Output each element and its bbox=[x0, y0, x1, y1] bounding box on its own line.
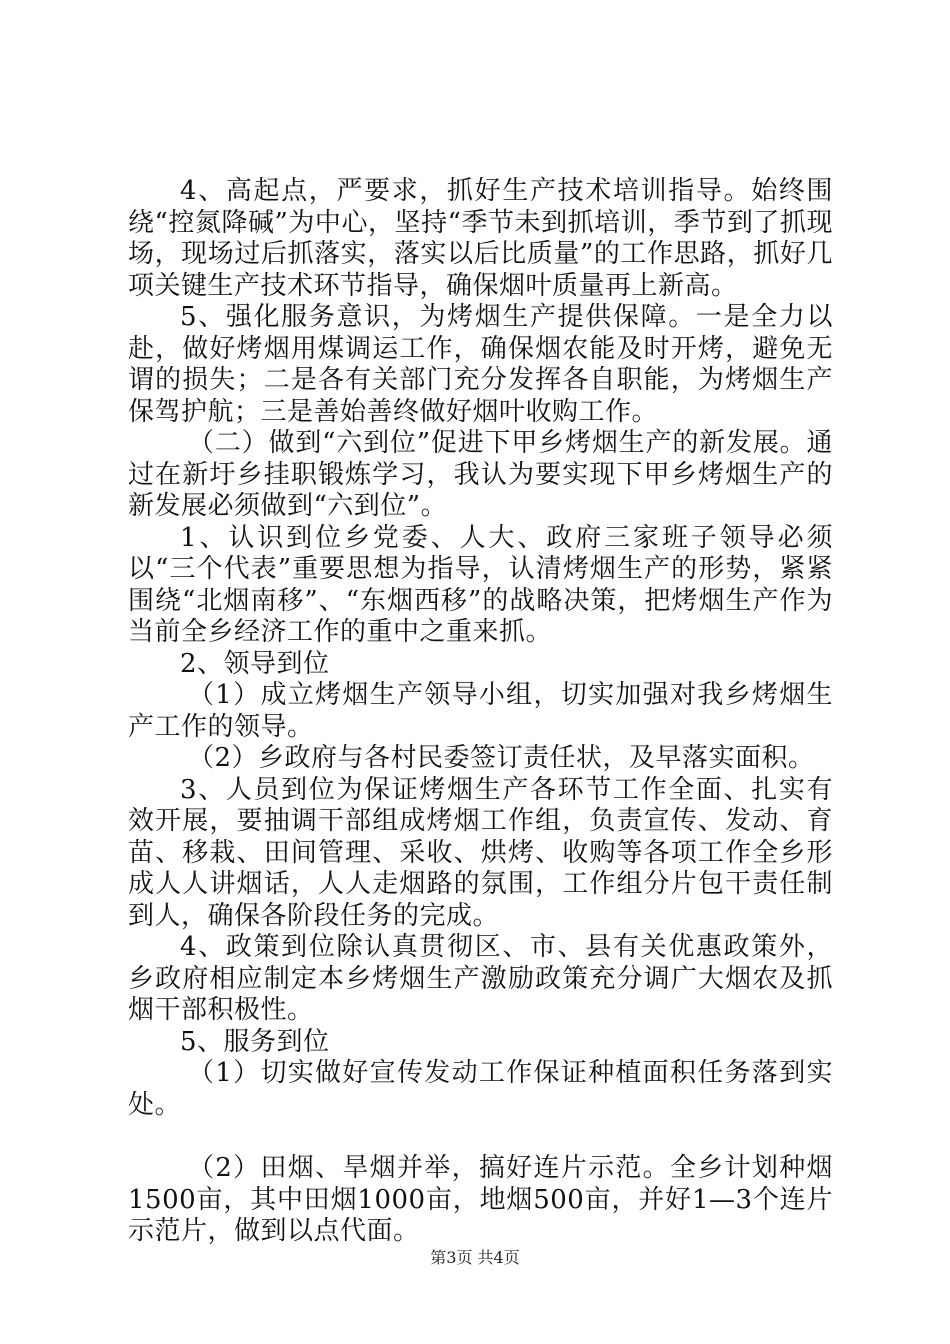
paragraph-service-in-place: 5、服务到位 bbox=[180, 1026, 330, 1057]
paragraph-policy-in-place: 4、政策到位除认真贯彻区、市、县有关优惠政策外，乡政府相应制定本乡烤烟生产激励政策充分调广大烟农及抓烟干部积极性。 bbox=[128, 932, 833, 1025]
paragraph-service-awareness: 5、强化服务意识，为烤烟生产提供保障。一是全力以赴，做好烤烟用煤调运工作，确保烟农能及时开烤，避免无谓的损失；二是各有关部门充分发挥各自职能，为烤烟生产保驾护航；三是善始善终做好烟叶收购工作。 bbox=[128, 302, 833, 427]
paragraph-publicity-mobilization: （1）切实做好宣传发动工作保证种植面积任务落到实处。 bbox=[128, 1058, 833, 1120]
paragraph-leadership-group: （1）成立烤烟生产领导小组，切实加强对我乡烤烟生产工作的领导。 bbox=[128, 680, 833, 742]
paragraph-six-in-place: （二）做到“六到位”促进下甲乡烤烟生产的新发展。通过在新圩乡挂职锻炼学习，我认为要实现下甲乡烤烟生产的新发展必须做到“六到位”。 bbox=[128, 428, 833, 521]
page-number-footer: 第3页 共4页 bbox=[430, 1248, 520, 1267]
paragraph-personnel-in-place: 3、人员到位为保证烤烟生产各环节工作全面、扎实有效开展，要抽调干部组成烤烟工作组，负责宣传、发动、育苗、移栽、田间管理、采收、烘烤、收购等各项工作全乡形成人人讲烟话，人人走烟路的氛围，工作组分片包干责任制到人，确保各阶段任务的完成。 bbox=[128, 774, 833, 931]
paragraph-demonstration-plots: （2）田烟、旱烟并举，搞好连片示范。全乡计划种烟1500亩，其中田烟1000亩，地烟500亩，并好1—3个连片示范片，做到以点代面。 bbox=[128, 1153, 833, 1246]
paragraph-responsibility-contract: （2）乡政府与各村民委签订责任状，及早落实面积。 bbox=[188, 743, 815, 773]
paragraph-awareness-in-place: 1、认识到位乡党委、人大、政府三家班子领导必须以“三个代表”重要思想为指导，认清烤烟生产的形势，紧紧围绕“北烟南移”、“东烟西移”的战略决策，把烤烟生产作为当前全乡经济工作的重中之重来抓。 bbox=[128, 522, 833, 647]
document-body bbox=[128, 176, 833, 1248]
paragraph-leadership-in-place: 2、领导到位 bbox=[180, 648, 330, 679]
paragraph-training-guidance: 4、高起点，严要求，抓好生产技术培训指导。始终围绕“控氮降碱”为中心，坚持“季节未到抓培训，季节到了抓现场，现场过后抓落实，落实以后比质量”的工作思路，抓好几项关键生产技术环节指导，确保烟叶质量再上新高。 bbox=[128, 176, 833, 301]
